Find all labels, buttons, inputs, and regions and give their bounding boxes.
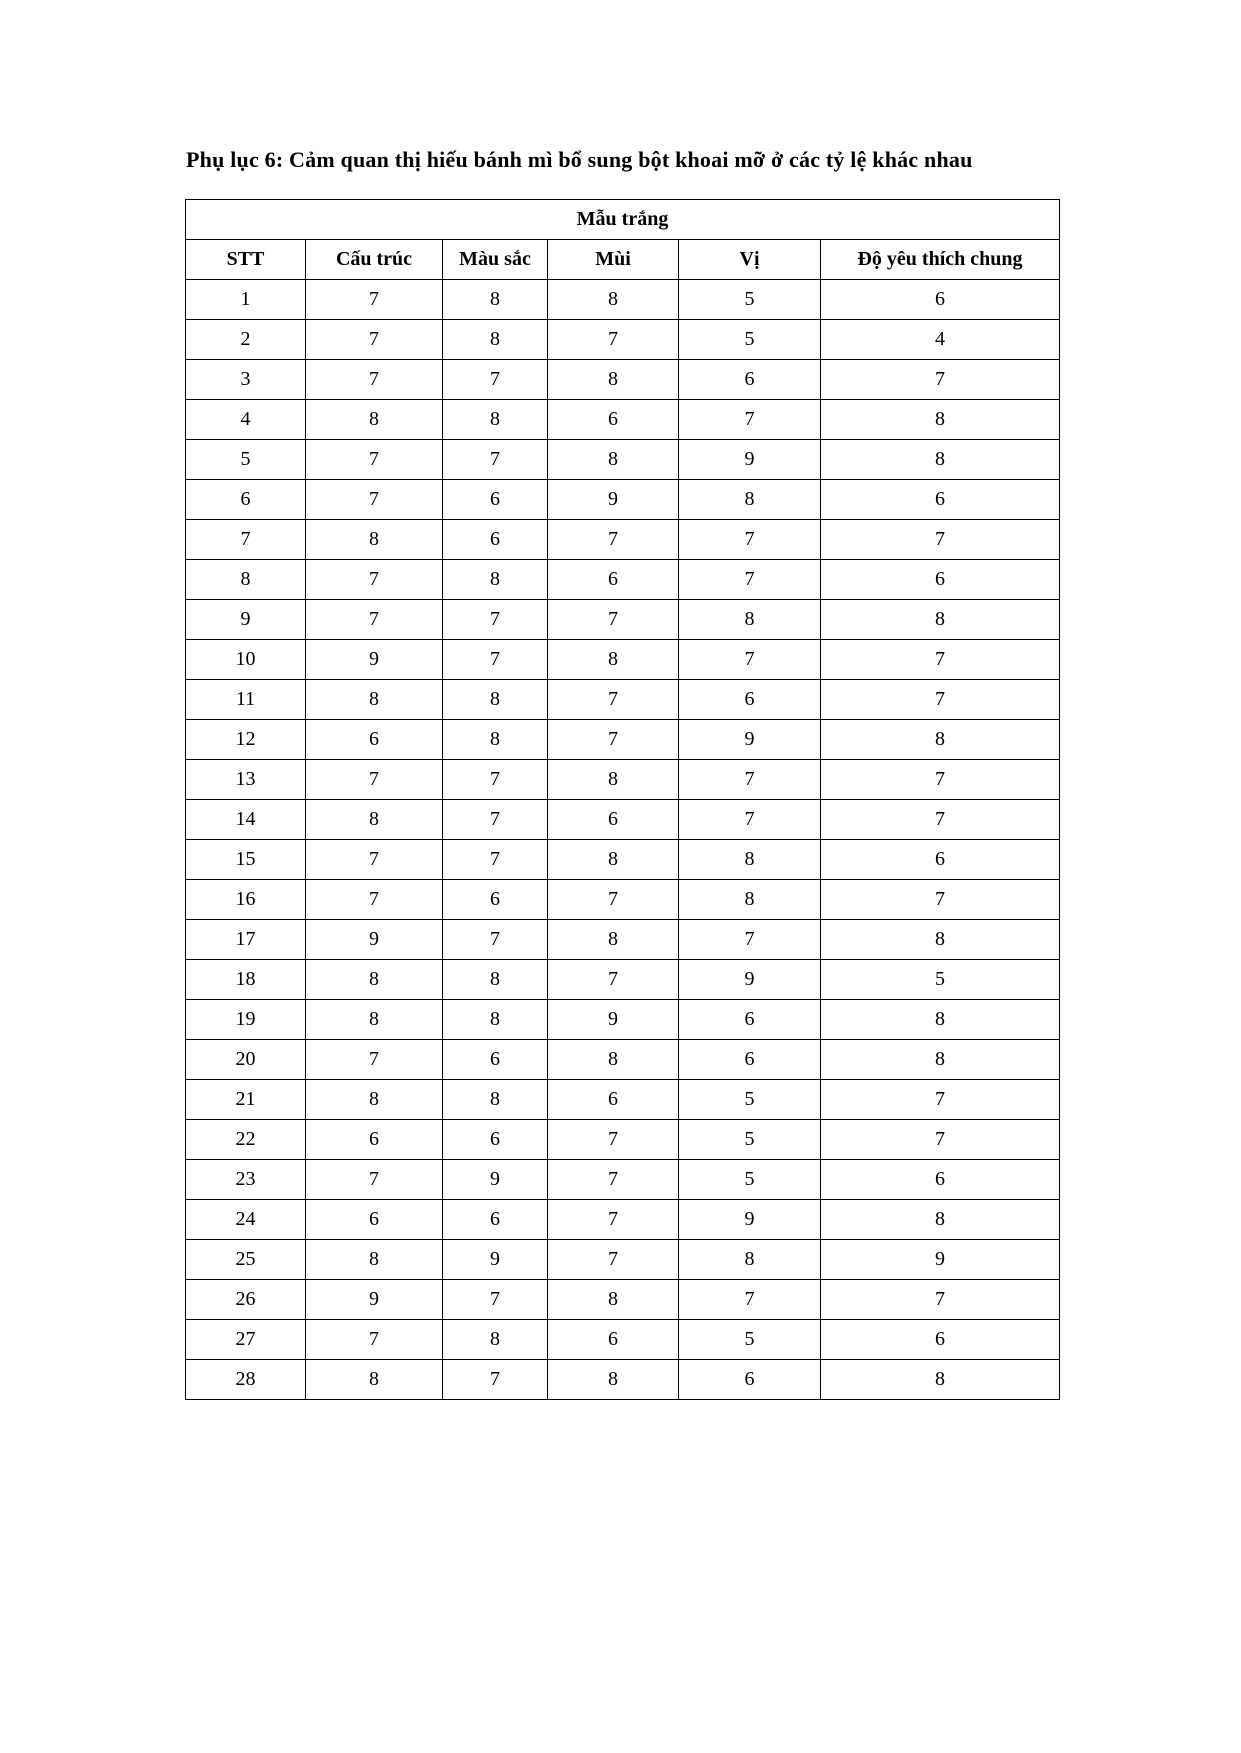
score-cell: 7	[821, 760, 1060, 800]
score-cell: 6	[548, 800, 679, 840]
table-row	[186, 320, 1060, 360]
stt-cell: 9	[186, 600, 306, 640]
score-cell: 8	[306, 520, 443, 560]
score-cell: 7	[306, 600, 443, 640]
score-cell: 7	[679, 400, 821, 440]
sensory-score-table	[185, 199, 1060, 1400]
score-cell: 5	[679, 1320, 821, 1360]
score-cell: 8	[821, 600, 1060, 640]
score-cell: 6	[548, 1320, 679, 1360]
stt-cell: 4	[186, 400, 306, 440]
table-row	[186, 360, 1060, 400]
stt-cell: 27	[186, 1320, 306, 1360]
score-cell: 8	[821, 1360, 1060, 1400]
score-cell: 7	[548, 960, 679, 1000]
score-cell: 6	[443, 520, 548, 560]
stt-cell: 5	[186, 440, 306, 480]
score-cell: 7	[679, 920, 821, 960]
score-cell: 6	[821, 280, 1060, 320]
score-cell: 7	[679, 800, 821, 840]
score-cell: 6	[821, 840, 1060, 880]
stt-cell: 24	[186, 1200, 306, 1240]
score-cell: 7	[306, 360, 443, 400]
table-row	[186, 1120, 1060, 1160]
column-header: Độ yêu thích chung	[821, 240, 1060, 280]
score-cell: 9	[679, 720, 821, 760]
score-cell: 7	[306, 840, 443, 880]
score-cell: 7	[443, 640, 548, 680]
score-cell: 5	[679, 1080, 821, 1120]
score-cell: 8	[443, 280, 548, 320]
score-cell: 8	[821, 720, 1060, 760]
score-cell: 7	[679, 640, 821, 680]
column-header: STT	[186, 240, 306, 280]
score-cell: 8	[443, 1000, 548, 1040]
table-row	[186, 1280, 1060, 1320]
table-row	[186, 400, 1060, 440]
score-cell: 7	[821, 880, 1060, 920]
score-cell: 8	[679, 840, 821, 880]
score-cell: 7	[443, 840, 548, 880]
score-cell: 8	[548, 360, 679, 400]
stt-cell: 1	[186, 280, 306, 320]
stt-cell: 28	[186, 1360, 306, 1400]
score-cell: 8	[306, 1360, 443, 1400]
score-cell: 9	[306, 1280, 443, 1320]
score-cell: 8	[821, 1040, 1060, 1080]
score-cell: 7	[548, 320, 679, 360]
score-cell: 8	[306, 960, 443, 1000]
stt-cell: 20	[186, 1040, 306, 1080]
score-cell: 8	[548, 920, 679, 960]
stt-cell: 21	[186, 1080, 306, 1120]
stt-cell: 26	[186, 1280, 306, 1320]
score-cell: 9	[679, 440, 821, 480]
score-cell: 7	[306, 320, 443, 360]
score-cell: 7	[548, 1240, 679, 1280]
score-cell: 9	[443, 1240, 548, 1280]
score-cell: 8	[548, 1280, 679, 1320]
score-cell: 6	[821, 1320, 1060, 1360]
score-cell: 8	[306, 400, 443, 440]
score-cell: 7	[443, 600, 548, 640]
table-row	[186, 1240, 1060, 1280]
score-cell: 5	[679, 1160, 821, 1200]
table-row	[186, 600, 1060, 640]
score-cell: 7	[548, 1120, 679, 1160]
score-cell: 7	[306, 880, 443, 920]
column-header: Mùi	[548, 240, 679, 280]
table-row	[186, 1360, 1060, 1400]
score-cell: 7	[306, 560, 443, 600]
stt-cell: 3	[186, 360, 306, 400]
score-cell: 7	[306, 1320, 443, 1360]
table-row	[186, 1160, 1060, 1200]
table-row	[186, 960, 1060, 1000]
score-cell: 8	[548, 440, 679, 480]
score-cell: 7	[821, 1080, 1060, 1120]
score-cell: 7	[821, 640, 1060, 680]
score-cell: 8	[548, 640, 679, 680]
score-cell: 8	[548, 280, 679, 320]
score-cell: 8	[443, 680, 548, 720]
table-row	[186, 800, 1060, 840]
score-cell: 7	[548, 680, 679, 720]
score-cell: 6	[443, 1200, 548, 1240]
stt-cell: 7	[186, 520, 306, 560]
score-cell: 8	[306, 1240, 443, 1280]
column-header: Cấu trúc	[306, 240, 443, 280]
table-row	[186, 520, 1060, 560]
table-row	[186, 1000, 1060, 1040]
score-cell: 8	[443, 960, 548, 1000]
column-header: Màu sắc	[443, 240, 548, 280]
score-cell: 8	[443, 400, 548, 440]
column-header: Vị	[679, 240, 821, 280]
table-row	[186, 1320, 1060, 1360]
score-cell: 6	[821, 560, 1060, 600]
table-row	[186, 480, 1060, 520]
score-cell: 7	[443, 1360, 548, 1400]
table-row	[186, 680, 1060, 720]
score-cell: 6	[821, 1160, 1060, 1200]
table-row	[186, 640, 1060, 680]
table-row	[186, 440, 1060, 480]
table-row	[186, 880, 1060, 920]
score-cell: 7	[679, 520, 821, 560]
score-cell: 6	[548, 560, 679, 600]
score-cell: 6	[679, 360, 821, 400]
stt-cell: 25	[186, 1240, 306, 1280]
score-cell: 7	[306, 1040, 443, 1080]
score-cell: 7	[679, 560, 821, 600]
table-row	[186, 280, 1060, 320]
table-row	[186, 760, 1060, 800]
stt-cell: 22	[186, 1120, 306, 1160]
score-cell: 9	[306, 640, 443, 680]
score-cell: 8	[821, 440, 1060, 480]
score-cell: 7	[821, 1280, 1060, 1320]
score-cell: 6	[679, 1360, 821, 1400]
score-cell: 7	[821, 680, 1060, 720]
score-cell: 9	[821, 1240, 1060, 1280]
score-cell: 7	[443, 800, 548, 840]
stt-cell: 6	[186, 480, 306, 520]
stt-cell: 18	[186, 960, 306, 1000]
score-cell: 7	[443, 360, 548, 400]
score-cell: 8	[443, 320, 548, 360]
score-cell: 7	[548, 1200, 679, 1240]
score-cell: 9	[443, 1160, 548, 1200]
score-cell: 9	[306, 920, 443, 960]
stt-cell: 14	[186, 800, 306, 840]
score-cell: 6	[443, 1040, 548, 1080]
score-cell: 7	[443, 440, 548, 480]
score-cell: 9	[679, 1200, 821, 1240]
score-cell: 6	[443, 880, 548, 920]
stt-cell: 8	[186, 560, 306, 600]
score-cell: 6	[679, 1000, 821, 1040]
table-row	[186, 840, 1060, 880]
score-cell: 8	[443, 1320, 548, 1360]
score-cell: 7	[548, 520, 679, 560]
score-cell: 5	[821, 960, 1060, 1000]
score-cell: 8	[548, 1360, 679, 1400]
score-cell: 7	[548, 720, 679, 760]
score-cell: 6	[821, 480, 1060, 520]
stt-cell: 11	[186, 680, 306, 720]
score-cell: 7	[821, 800, 1060, 840]
score-cell: 8	[679, 480, 821, 520]
score-cell: 8	[443, 720, 548, 760]
score-cell: 7	[821, 520, 1060, 560]
score-cell: 6	[306, 1200, 443, 1240]
score-cell: 8	[548, 840, 679, 880]
stt-cell: 13	[186, 760, 306, 800]
table-row	[186, 560, 1060, 600]
table-row	[186, 1040, 1060, 1080]
table-caption: Mẫu trắng	[186, 200, 1060, 240]
score-cell: 8	[306, 680, 443, 720]
score-cell: 8	[821, 1000, 1060, 1040]
score-cell: 8	[679, 880, 821, 920]
score-cell: 7	[443, 760, 548, 800]
table-row	[186, 1080, 1060, 1120]
score-cell: 9	[548, 480, 679, 520]
score-cell: 7	[306, 480, 443, 520]
score-cell: 8	[306, 800, 443, 840]
score-cell: 6	[306, 1120, 443, 1160]
score-cell: 7	[821, 1120, 1060, 1160]
stt-cell: 10	[186, 640, 306, 680]
table-caption-row	[186, 200, 1060, 240]
score-cell: 7	[679, 1280, 821, 1320]
score-cell: 8	[443, 560, 548, 600]
score-cell: 5	[679, 280, 821, 320]
table-row	[186, 1200, 1060, 1240]
score-cell: 7	[821, 360, 1060, 400]
score-cell: 8	[306, 1080, 443, 1120]
score-cell: 7	[306, 280, 443, 320]
score-cell: 6	[548, 1080, 679, 1120]
table-row	[186, 920, 1060, 960]
score-cell: 8	[821, 920, 1060, 960]
stt-cell: 2	[186, 320, 306, 360]
score-cell: 5	[679, 1120, 821, 1160]
score-cell: 8	[548, 1040, 679, 1080]
score-cell: 7	[306, 440, 443, 480]
score-cell: 9	[679, 960, 821, 1000]
table-body	[186, 280, 1060, 1400]
score-cell: 5	[679, 320, 821, 360]
score-cell: 6	[679, 1040, 821, 1080]
score-cell: 7	[548, 600, 679, 640]
score-cell: 6	[443, 1120, 548, 1160]
stt-cell: 23	[186, 1160, 306, 1200]
score-cell: 8	[679, 1240, 821, 1280]
score-cell: 6	[679, 680, 821, 720]
score-cell: 6	[443, 480, 548, 520]
score-cell: 8	[679, 600, 821, 640]
stt-cell: 16	[186, 880, 306, 920]
score-cell: 7	[548, 1160, 679, 1200]
score-cell: 8	[443, 1080, 548, 1120]
score-cell: 9	[548, 1000, 679, 1040]
score-cell: 8	[306, 1000, 443, 1040]
score-cell: 7	[306, 1160, 443, 1200]
stt-cell: 19	[186, 1000, 306, 1040]
page-title: Phụ lục 6: Cảm quan thị hiếu bánh mì bổ sung bột khoai mỡ ở các tỷ lệ khác nhau	[186, 147, 973, 172]
score-cell: 6	[306, 720, 443, 760]
score-cell: 8	[821, 1200, 1060, 1240]
table-header-row	[186, 240, 1060, 280]
stt-cell: 15	[186, 840, 306, 880]
stt-cell: 17	[186, 920, 306, 960]
score-cell: 6	[548, 400, 679, 440]
score-cell: 8	[821, 400, 1060, 440]
stt-cell: 12	[186, 720, 306, 760]
score-cell: 7	[548, 880, 679, 920]
score-cell: 7	[306, 760, 443, 800]
score-cell: 8	[548, 760, 679, 800]
score-cell: 4	[821, 320, 1060, 360]
score-cell: 7	[443, 1280, 548, 1320]
score-cell: 7	[679, 760, 821, 800]
score-cell: 7	[443, 920, 548, 960]
table-row	[186, 720, 1060, 760]
